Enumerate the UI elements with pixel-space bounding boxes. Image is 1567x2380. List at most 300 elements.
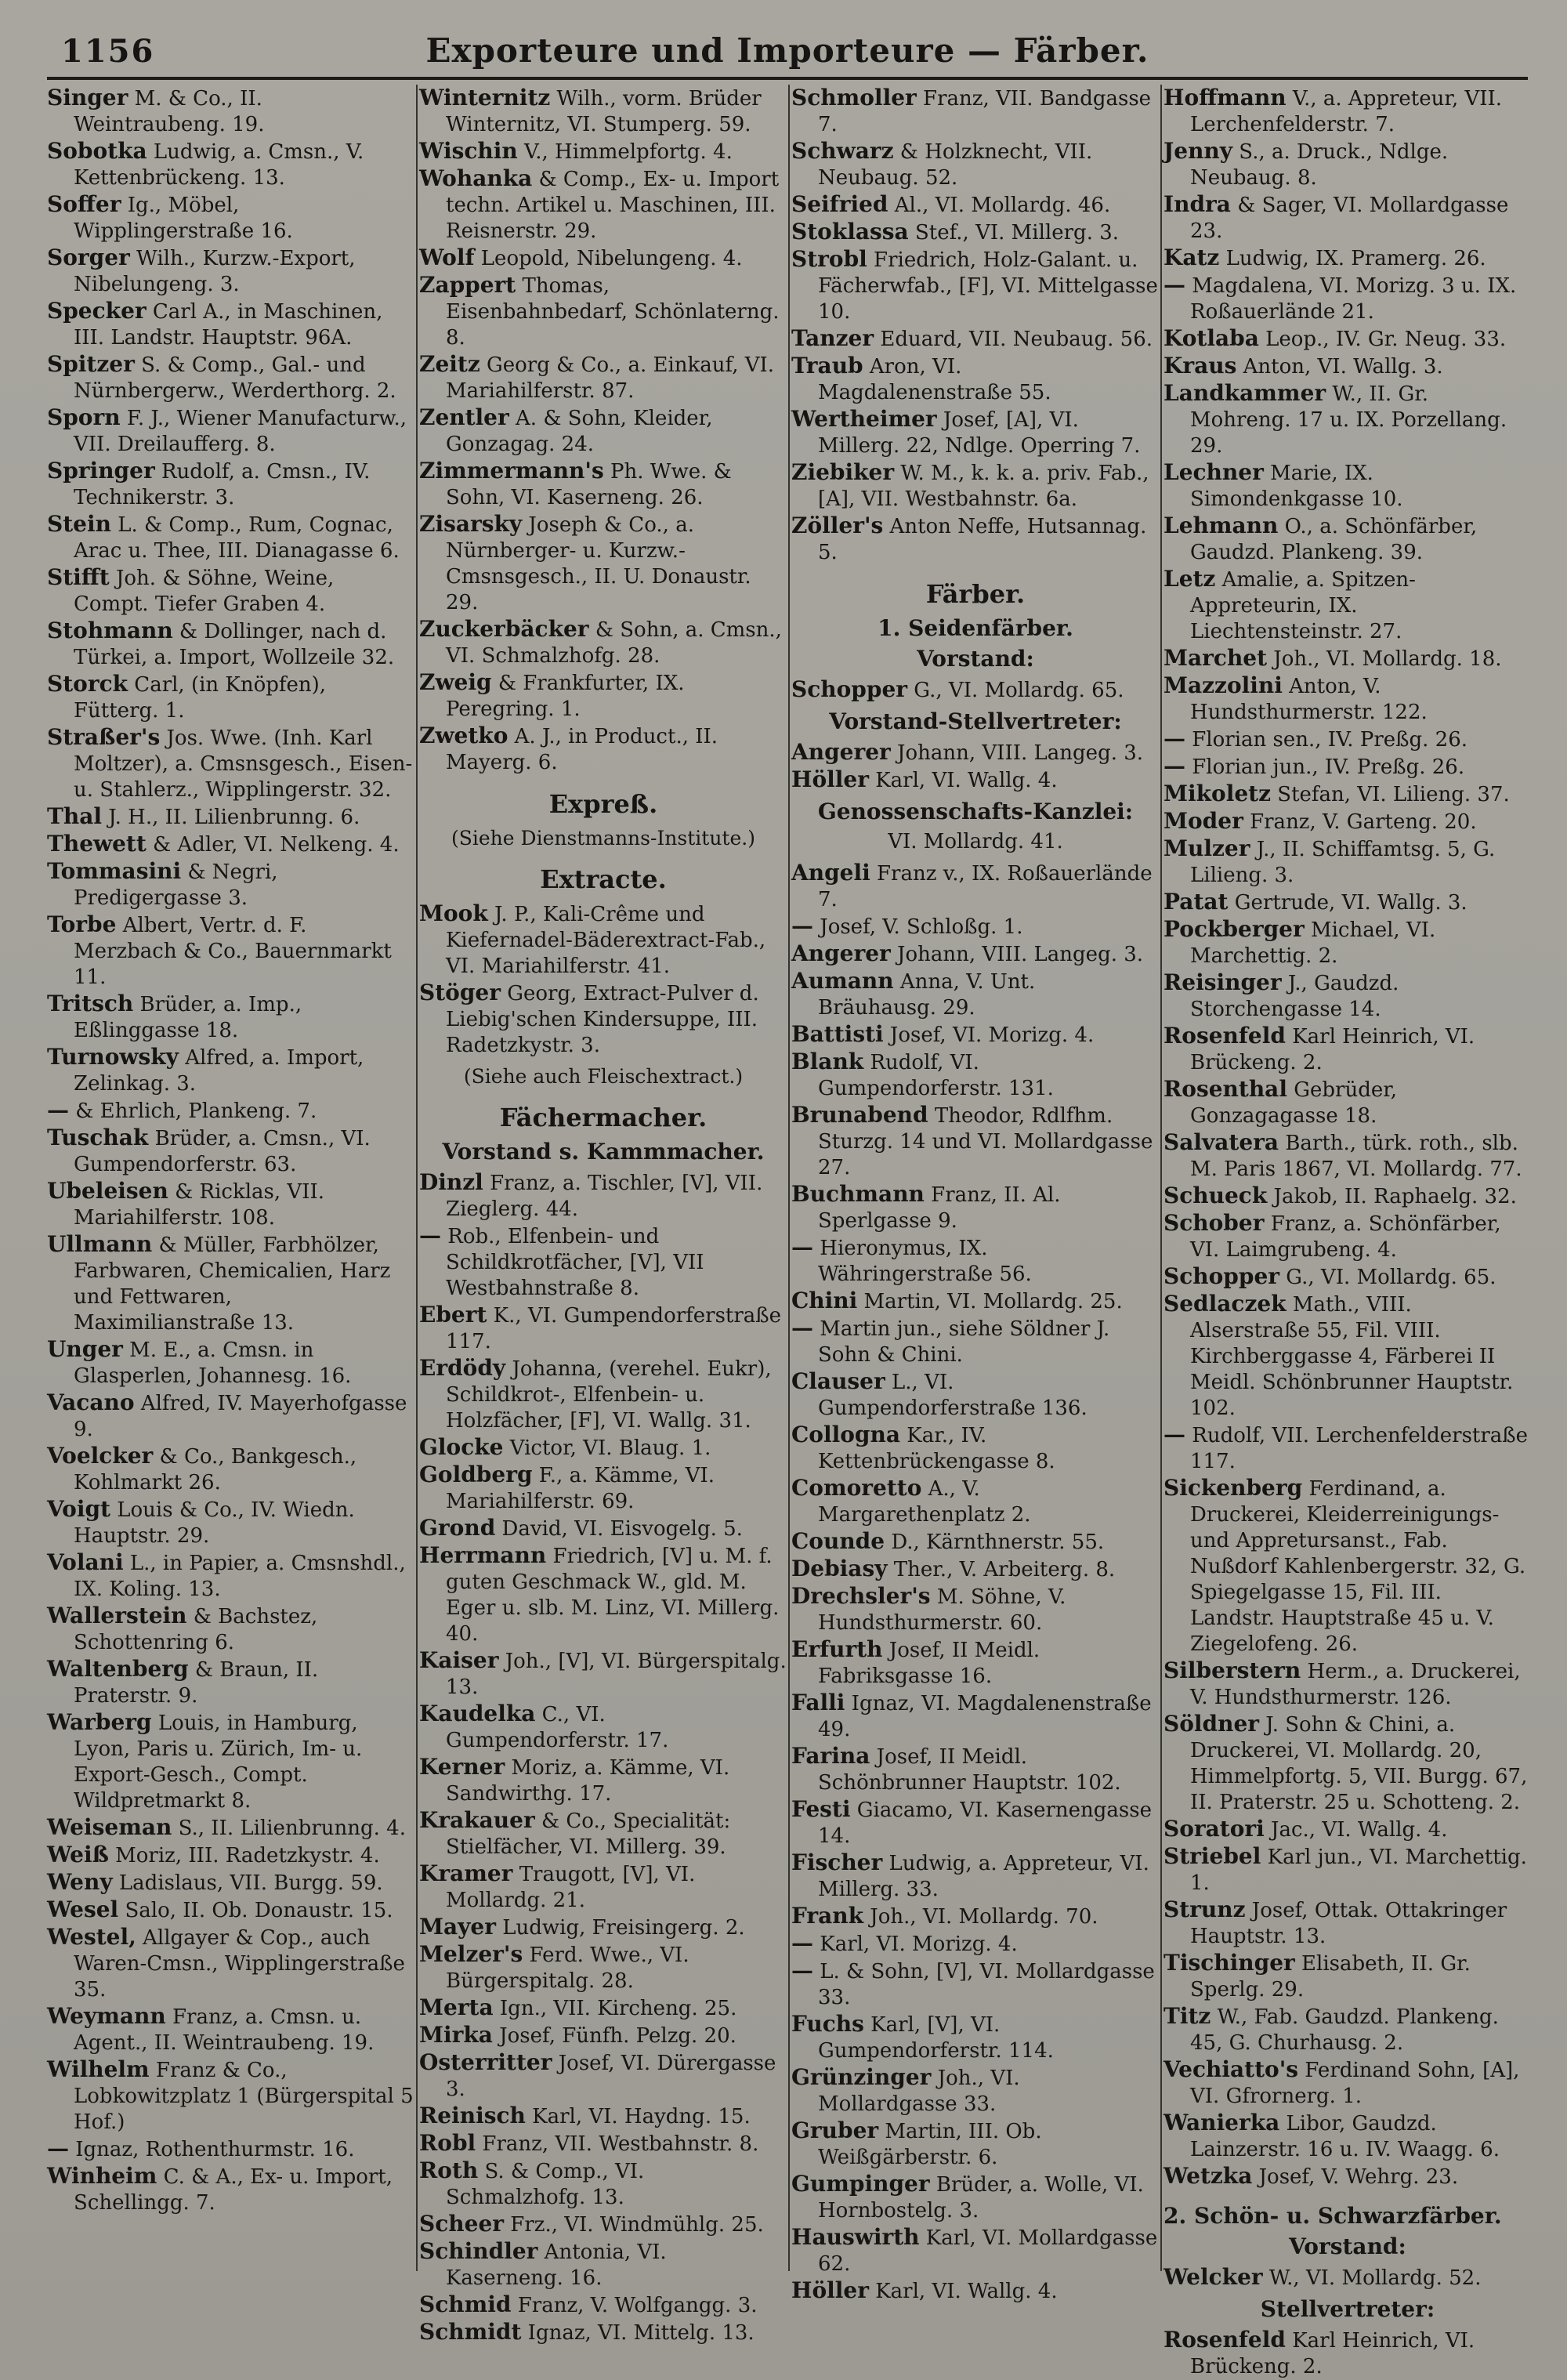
directory-entry [419, 511, 787, 616]
entry-name: Osterritter [419, 2049, 552, 2075]
entry-name: Landkammer [1163, 380, 1326, 406]
entry-name: Weny [47, 1869, 113, 1895]
directory-entry [791, 219, 1160, 246]
entry-details: Martin, III. Ob. Weißgärberstr. 6. [818, 2120, 1042, 2169]
entry-details: V., Himmelpfortg. 4. [517, 140, 733, 164]
entry-name: Battisti [791, 1021, 884, 1047]
entry-details: Brüder, a. Imp., Eßlinggasse 18. [74, 993, 302, 1042]
entry-name: — [791, 1315, 813, 1341]
entry-details: Joh. & Söhne, Weine, Compt. Tiefer Graben 4. [74, 567, 335, 616]
directory-entry [419, 2157, 787, 2211]
entry-name: Rosenfeld [1163, 2327, 1286, 2353]
entry-name: Farina [791, 1743, 870, 1769]
vorstand-label: Vorstand: [917, 646, 1034, 672]
entry-details: S. & Comp., VI. Schmalzhofg. 13. [446, 2160, 645, 2209]
kanzlei-label: Genossenschafts-Kanzlei: [817, 799, 1134, 824]
section-heading-faechermacher: Fächermacher. [499, 1103, 708, 1132]
entry-details: Josef, V. Schloßg. 1. [813, 915, 1023, 939]
directory-entry [47, 618, 415, 671]
entry-details: Jac., VI. Wallg. 4. [1264, 1818, 1448, 1842]
entry-details: Karl Heinrich, VI. Brückeng. 2. [1190, 1025, 1475, 1074]
entry-name: Collogna [791, 1422, 900, 1447]
entry-details: Ig., Möbel, Wipplingerstraße 16. [74, 194, 293, 243]
directory-entry [47, 1842, 415, 1869]
entry-name: Mayer [419, 1914, 496, 1940]
directory-entry [1163, 380, 1532, 459]
entry-details: & Comp., Ex- u. Import techn. Artikel u. Maschinen, III. Reisnerstr. 29. [446, 168, 780, 243]
entry-name: Höller [791, 2277, 869, 2303]
entry-name: Warberg [47, 1709, 152, 1735]
entry-details: Georg & Co., a. Einkauf, VI. Mariahilferstr. 87. [446, 353, 775, 403]
entry-details: J. Sohn & Chini, a. Druckerei, VI. Mollardg. 20, Himmelpfortg. 5, VII. Burgg. 67, II. Praterstr. 25 u. Schotteng. 2. [1190, 1713, 1528, 1814]
entry-name: Spitzer [47, 351, 135, 377]
entry-details: & Sager, VI. Mollardgasse 23. [1190, 194, 1509, 243]
entry-name: Jenny [1163, 138, 1233, 164]
entry-name: Zisarsky [419, 511, 523, 537]
directory-entry [419, 1355, 787, 1434]
directory-entry [47, 298, 415, 351]
subsection-heading-seidenfaerber: 1. Seidenfärber. [878, 615, 1073, 641]
entry-details: Friedrich, Holz-Galant. u. Fächerwfab., [F], VI. Mittelgasse 10. [818, 248, 1158, 324]
directory-entry [1163, 2327, 1532, 2380]
entry-name: Kerner [419, 1754, 505, 1780]
directory-entry [791, 1849, 1160, 1903]
directory-entry [791, 1528, 1160, 1556]
directory-entry [47, 2135, 415, 2163]
directory-entry [791, 940, 1160, 968]
entry-name: Sorger [47, 245, 130, 270]
directory-entry [1163, 1263, 1532, 1291]
entry-name: Angerer [791, 940, 891, 966]
entry-details: Johann, VIII. Langeg. 3. [890, 943, 1144, 966]
entry-name: — [1163, 1422, 1185, 1447]
entry-details: Joh., VI. Mollardg. 18. [1267, 647, 1502, 671]
directory-entry [47, 671, 415, 724]
entry-name: Kraus [1163, 353, 1237, 379]
directory-entry [47, 1336, 415, 1389]
directory-entry [791, 860, 1160, 913]
entry-name: Winheim [47, 2163, 157, 2189]
entry-details: W., Fab. Gaudzd. Plankeng. 45, G. Churhausg. 2. [1190, 2005, 1499, 2055]
entry-name: Traub [791, 353, 863, 379]
entry-name: Pockberger [1163, 916, 1305, 942]
entry-details: Theodor, Rdlfhm. Sturzg. 14 und VI. Mollardgasse 27. [818, 1104, 1153, 1179]
entry-name: Torbe [47, 911, 117, 937]
directory-entry [419, 2130, 787, 2157]
entry-name: Turnowsky [47, 1044, 179, 1070]
entry-details: Joseph & Co., a. Nürnberger- u. Kurzw.-Cmsnsgesch., II. U. Donaustr. 29. [446, 513, 751, 614]
directory-entry [47, 1924, 415, 2003]
entry-details: S. & Comp., Gal.- und Nürnbergerw., Werderthorg. 2. [74, 353, 396, 403]
entry-name: Seifried [791, 191, 888, 217]
directory-entry [1163, 2110, 1532, 2163]
entry-details: G., VI. Mollardg. 65. [1279, 1266, 1496, 1289]
entry-details: & Co., Bankgesch., Kohlmarkt 26. [74, 1445, 357, 1494]
directory-entry [791, 766, 1160, 794]
directory-entry [419, 272, 787, 351]
subsection-heading-schoenfaerber: 2. Schön- u. Schwarzfärber. [1163, 2203, 1502, 2229]
entry-details: & Co., Specialität: Stielfächer, VI. Millerg. 39. [446, 1809, 731, 1859]
entry-name: Ubeleisen [47, 1178, 168, 1204]
entry-details: Jakob, II. Raphaelg. 32. [1267, 1185, 1517, 1208]
entry-details: Jos. Wwe. (Inh. Karl Moltzer), a. Cmsnsgesch., Eisen- u. Stahlerz., Wipplingerstr. 32. [74, 726, 413, 802]
directory-entry [791, 459, 1160, 513]
entry-details: Albert, Vertr. d. F. Merzbach & Co., Bauernmarkt 11. [74, 914, 392, 989]
directory-entry [1163, 1129, 1532, 1183]
entry-details: Antonia, VI. Kaserneng. 16. [446, 2241, 667, 2290]
entry-name: Volani [47, 1549, 124, 1575]
directory-entry [1163, 753, 1532, 781]
entry-name: Wanierka [1163, 2110, 1280, 2135]
entry-details: Georg, Extract-Pulver d. Liebig'schen Kindersuppe, III. Radetzkystr. 3. [446, 982, 759, 1057]
directory-entry [47, 1603, 415, 1656]
entry-name: Tritsch [47, 991, 134, 1016]
directory-entry [47, 1896, 415, 1924]
directory-entry [47, 1656, 415, 1709]
entry-name: Comoretto [791, 1475, 922, 1501]
directory-entry [47, 564, 415, 618]
directory-entry [1163, 726, 1532, 753]
entry-name: Singer [47, 85, 128, 110]
entry-name: Ziebiker [791, 459, 895, 485]
directory-entry [47, 85, 415, 138]
entry-details: V., a. Appreteur, VII. Lerchenfelderstr. 7. [1190, 87, 1503, 136]
entry-details: K., VI. Gumpendorferstraße 117. [446, 1304, 782, 1353]
entry-name: Rosenfeld [1163, 1023, 1286, 1049]
entry-details: Salo, II. Ob. Donaustr. 15. [118, 1899, 393, 1922]
entry-name: Winternitz [419, 85, 551, 110]
directory-entry [791, 85, 1160, 138]
directory-entry [791, 1102, 1160, 1181]
entry-details: Louis & Co., IV. Wiedn. Hauptstr. 29. [74, 1498, 355, 1548]
directory-entry [1163, 1896, 1532, 1950]
entry-name: Mikoletz [1163, 781, 1271, 806]
entry-name: Zwetko [419, 723, 508, 748]
directory-entry [47, 404, 415, 458]
entry-details: Wilh., Kurzw.-Export, Nibelungeng. 3. [74, 247, 356, 296]
directory-entry [791, 513, 1160, 566]
entry-details: Ign., VII. Kircheng. 25. [493, 1997, 737, 2020]
entry-details: Martin, VI. Mollardg. 25. [857, 1290, 1123, 1313]
entry-name: Stöger [419, 980, 501, 1005]
entry-details: Friedrich, [V] u. M. f. guten Geschmack W., gld. M. Eger u. slb. M. Linz, VI. Millerg. 40. [446, 1545, 780, 1646]
entry-name: Indra [1163, 191, 1231, 217]
entry-name: Thal [47, 803, 102, 829]
kanzlei-address: VI. Mollardg. 41. [888, 830, 1063, 853]
entry-details: Franz, VII. Bandgasse 7. [818, 87, 1152, 136]
entry-name: Sedlaczek [1163, 1291, 1287, 1317]
entry-details: Kar., IV. Kettenbrückengasse 8. [818, 1424, 1055, 1473]
entry-details: Stef., VI. Millerg. 3. [908, 221, 1120, 245]
entry-details: Frz., VI. Windmühlg. 25. [504, 2213, 764, 2237]
directory-entry [419, 245, 787, 272]
directory-entry [1163, 245, 1532, 272]
entry-name: Strobl [791, 246, 867, 272]
entry-details: Florian jun., IV. Preßg. 26. [1185, 755, 1465, 779]
entry-details: Rudolf, VII. Lerchenfelderstraße 117. [1185, 1424, 1529, 1473]
entry-name: Merta [419, 1994, 494, 2020]
entry-details: Florian sen., IV. Preßg. 26. [1185, 728, 1468, 752]
stellvertreter-label: Stellvertreter: [1260, 2296, 1435, 2322]
entry-details: Josef, VI. Morizg. 4. [883, 1023, 1095, 1047]
entry-details: A., V. Margarethenplatz 2. [818, 1477, 1031, 1527]
entry-name: Schueck [1163, 1183, 1268, 1208]
entry-name: Tuschak [47, 1125, 149, 1150]
entry-name: Grond [419, 1515, 496, 1541]
column-4 [1163, 85, 1532, 2378]
directory-entry [419, 1994, 787, 2022]
directory-entry [419, 1941, 787, 1994]
page-header [47, 30, 1528, 80]
directory-entry [419, 900, 787, 980]
entry-name: Welcker [1163, 2264, 1263, 2290]
entry-details: D., Kärnthnerstr. 55. [885, 1531, 1105, 1554]
directory-entry [1163, 1816, 1532, 1843]
entry-name: Storck [47, 671, 128, 697]
directory-entry [1163, 1076, 1532, 1129]
entry-name: Schindler [419, 2238, 538, 2264]
directory-entry [419, 2049, 787, 2103]
directory-entry [47, 724, 415, 803]
directory-entry [791, 1743, 1160, 1796]
directory-entry [47, 1549, 415, 1603]
directory-entry [791, 1422, 1160, 1475]
directory-entry [419, 1807, 787, 1860]
entry-details: Franz, II. Al. Sperlgasse 9. [818, 1183, 1061, 1233]
entry-details: Martin jun., siehe Söldner J. Sohn & Chini. [813, 1317, 1110, 1367]
entry-name: Mazzolini [1163, 672, 1283, 698]
directory-entry [419, 616, 787, 669]
entry-details: Ladislaus, VII. Burgg. 59. [112, 1871, 383, 1895]
entry-details: Ph. Wwe. & Sohn, VI. Kaserneng. 26. [446, 460, 732, 509]
entry-name: Schopper [1163, 1263, 1280, 1289]
directory-entry [47, 351, 415, 404]
entry-name: — [1163, 753, 1185, 779]
entry-details: Josef, Ottak. Ottakringer Hauptstr. 13. [1190, 1899, 1507, 1948]
entry-name: Letz [1163, 566, 1216, 592]
entry-name: Debiasy [791, 1556, 888, 1581]
entry-details: Anton, V. Hundsthurmerstr. 122. [1190, 675, 1428, 724]
directory-entry [419, 351, 787, 404]
directory-entry [47, 858, 415, 911]
directory-entry [1163, 2163, 1532, 2190]
directory-entry [791, 2064, 1160, 2117]
entry-details: Karl Heinrich, VI. Brückeng. 2. [1190, 2329, 1475, 2378]
directory-entry [1163, 459, 1532, 513]
entry-list [791, 676, 1160, 704]
directory-entry [791, 1690, 1160, 1743]
entry-details: Giacamo, VI. Kasernengasse 14. [818, 1799, 1153, 1848]
entry-details: Franz, a. Cmsn. u. Agent., II. Weintraubeng. 19. [74, 2005, 375, 2055]
directory-entry [791, 353, 1160, 406]
directory-entry [1163, 1950, 1532, 2003]
entry-name: Erdödy [419, 1355, 506, 1381]
entry-name: Soffer [47, 191, 121, 217]
directory-entry [47, 911, 415, 991]
directory-entry [419, 85, 787, 138]
entry-details: Joh., [V], VI. Bürgerspitalg. 13. [446, 1650, 787, 1699]
entry-details: Franz, a. Tischler, [V], VII. Zieglerg. 44. [446, 1172, 763, 1221]
entry-name: Aumann [791, 968, 894, 994]
entry-name: Hoffmann [1163, 85, 1287, 110]
entry-name: Wohanka [419, 165, 533, 191]
entry-name: Weiß [47, 1842, 109, 1867]
entry-name: Waltenberg [47, 1656, 189, 1682]
entry-name: Kotlaba [1163, 325, 1259, 351]
directory-entry [791, 1234, 1160, 1288]
directory-entry [47, 1709, 415, 1814]
entry-details: Josef, [A], VI. Millerg. 22, Ndlge. Operring 7. [818, 408, 1141, 458]
entry-details: Al., VI. Mollardg. 46. [888, 194, 1111, 217]
directory-entry [419, 1434, 787, 1462]
entry-name: Salvatera [1163, 1129, 1279, 1155]
directory-entry [419, 1647, 787, 1701]
entry-name: Reinisch [419, 2103, 526, 2128]
entry-details: Wilh., vorm. Brüder Winternitz, VI. Stumperg. 59. [446, 87, 762, 136]
entry-details: W., VI. Mollardg. 52. [1262, 2266, 1482, 2290]
entry-name: Mulzer [1163, 835, 1250, 861]
entry-name: Tommasini [47, 858, 182, 884]
entry-list [1163, 2327, 1532, 2380]
directory-entry [1163, 2264, 1532, 2291]
cross-reference-note: (Siehe Dienstmanns-Institute.) [451, 827, 755, 849]
directory-entry [419, 1860, 787, 1914]
directory-entry [1163, 672, 1532, 726]
entry-details: Karl, [V], VI. Gumpendorferstr. 114. [818, 2013, 1054, 2063]
entry-details: Carl A., in Maschinen, III. Landstr. Hauptstr. 96A. [74, 300, 383, 350]
entry-details: Gertrude, VI. Wallg. 3. [1228, 891, 1467, 915]
entry-details: Gebrüder, Gonzagagasse 18. [1190, 1078, 1398, 1128]
directory-entry [419, 1302, 787, 1355]
entry-name: Reisinger [1163, 969, 1282, 995]
entry-details: L. & Comp., Rum, Cognac, Arac u. Thee, III. Dianagasse 6. [74, 513, 400, 563]
entry-details: Libor, Gaudzd. Lainzerstr. 16 u. IV. Waagg. 6. [1190, 2112, 1500, 2161]
entry-name: — [791, 1930, 813, 1956]
entry-name: Angeli [791, 860, 870, 886]
directory-entry [419, 1754, 787, 1807]
entry-details: Franz, V. Garteng. 20. [1243, 810, 1477, 834]
directory-entry [791, 2171, 1160, 2224]
entry-name: Wallerstein [47, 1603, 187, 1628]
entry-details: C., VI. Gumpendorferstr. 17. [446, 1703, 669, 1752]
directory-entry [419, 669, 787, 723]
directory-entry [791, 1636, 1160, 1690]
entry-details: Thomas, Eisenbahnbedarf, Schönlaterng. 8. [446, 274, 780, 350]
entry-details: David, VI. Eisvogelg. 5. [495, 1517, 743, 1541]
entry-details: Anton Neffe, Hutsannag. 5. [818, 515, 1147, 564]
entry-name: Roth [419, 2157, 479, 2183]
directory-entry [419, 2291, 787, 2319]
entry-name: Gumpinger [791, 2171, 930, 2197]
entry-name: Thewett [47, 831, 147, 857]
entry-name: Kaiser [419, 1647, 499, 1673]
entry-name: Frank [791, 1903, 864, 1929]
directory-entry [791, 739, 1160, 766]
directory-entry [419, 1515, 787, 1542]
directory-entry [1163, 808, 1532, 835]
column-rule [788, 85, 790, 2271]
entry-name: Stoklassa [791, 219, 909, 245]
entry-name: Mirka [419, 2022, 493, 2048]
entry-name: Marchet [1163, 645, 1268, 671]
directory-entry [1163, 191, 1532, 245]
directory-entry [1163, 1291, 1532, 1422]
entry-details: Johann, VIII. Langeg. 3. [890, 741, 1144, 765]
entry-name: Striebel [1163, 1843, 1261, 1869]
entry-details: Josef, VI. Dürergasse 3. [446, 2052, 776, 2101]
entry-details: L., in Papier, a. Cmsnshdl., IX. Koling. 13. [74, 1552, 406, 1601]
entry-list [1163, 85, 1532, 2190]
entry-details: Elisabeth, II. Gr. Sperlg. 29. [1190, 1952, 1471, 2001]
directory-entry [1163, 1183, 1532, 1210]
entry-details: J. P., Kali-Crême und Kiefernadel-Bäderextract-Fab., VI. Mariahilferstr. 41. [446, 903, 766, 978]
directory-entry [791, 913, 1160, 940]
entry-details: L. & Sohn, [V], VI. Mollardgasse 33. [813, 1960, 1155, 2009]
entry-list [791, 85, 1160, 566]
entry-name: Strunz [1163, 1896, 1246, 1922]
directory-entry [1163, 1711, 1532, 1816]
stellvertreter-label: Vorstand-Stellvertreter: [829, 708, 1122, 734]
directory-entry [1163, 835, 1532, 889]
entry-details: Alfred, IV. Mayerhofgasse 9. [74, 1392, 407, 1441]
directory-entry [1163, 1422, 1532, 1475]
entry-name: Falli [791, 1690, 845, 1715]
directory-entry [1163, 1210, 1532, 1263]
entry-name: Festi [791, 1796, 851, 1822]
directory-entry [791, 968, 1160, 1021]
entry-name: Kaudelka [419, 1701, 536, 1726]
entry-name: Tanzer [791, 325, 874, 351]
directory-entry [791, 406, 1160, 459]
entry-name: Blank [791, 1049, 864, 1074]
entry-details: & Negri, Predigergasse 3. [74, 860, 278, 910]
entry-details: Karl jun., VI. Marchettig. 1. [1190, 1846, 1527, 1895]
entry-list [419, 85, 787, 776]
entry-list [1163, 2264, 1532, 2291]
entry-name: Krakauer [419, 1807, 535, 1833]
entry-name: Stein [47, 511, 111, 537]
directory-entry [1163, 513, 1532, 566]
entry-name: Weiseman [47, 1814, 172, 1840]
entry-details: & Frankfurter, IX. Peregring. 1. [446, 672, 685, 721]
directory-entry [419, 1223, 787, 1302]
entry-name: Angerer [791, 739, 891, 765]
entry-details: Franz & Co., Lobkowitzplatz 1 (Bürgerspital 5 Hof.) [74, 2059, 414, 2134]
entry-name: — [1163, 272, 1185, 298]
directory-entry [1163, 1657, 1532, 1711]
entry-details: Alfred, a. Import, Zelinkag. 3. [74, 1046, 364, 1096]
entry-name: Counde [791, 1528, 885, 1554]
entry-details: Ludwig, IX. Pramerg. 26. [1219, 247, 1486, 270]
entry-details: Joh., VI. Mollardg. 70. [863, 1905, 1098, 1929]
entry-details: Traugott, [V], VI. Mollardg. 21. [446, 1863, 696, 1912]
vorstand-reference: Vorstand s. Kammmacher. [442, 1139, 765, 1165]
directory-entry [47, 1496, 415, 1549]
directory-entry [1163, 2003, 1532, 2056]
entry-details: Karl, VI. Wallg. 4. [868, 2280, 1058, 2303]
entry-name: Höller [791, 766, 869, 792]
entry-details: Josef, II Meidl. Schönbrunner Hauptstr. 102. [818, 1745, 1121, 1795]
directory-entry [419, 2211, 787, 2238]
entry-details: & Sohn, a. Cmsn., VI. Schmalzhofg. 28. [446, 618, 782, 668]
directory-entry [1163, 85, 1532, 138]
directory-entry [1163, 1023, 1532, 1076]
directory-entry [419, 1542, 787, 1647]
entry-details: & Braun, II. Praterstr. 9. [74, 1658, 319, 1708]
directory-entry [419, 2103, 787, 2130]
directory-entry [791, 1181, 1160, 1234]
directory-entry [1163, 138, 1532, 191]
